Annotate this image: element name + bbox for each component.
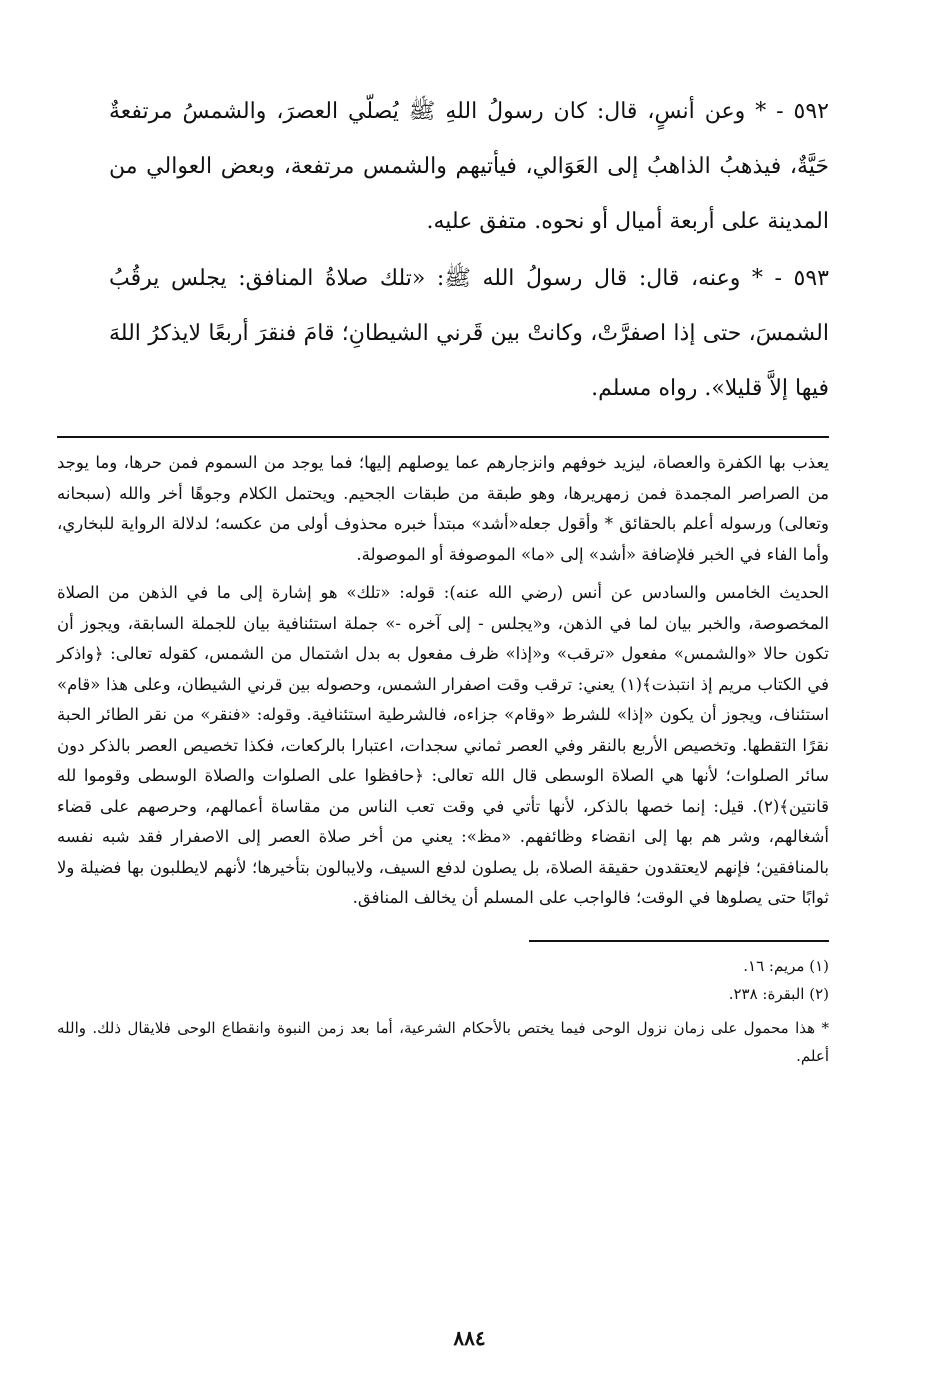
page-number: ٨٨٤ [453,1326,486,1350]
commentary-paragraph-1: يعذب بها الكفرة والعصاة، ليزيد خوفهم وانزجارهم عما يوصلهم إليها؛ فما يوجد من السموم فمن حرها، وما يوجد من الصراصر المجمدة فمن زمهريرها، وهو طبقة من طبقات الجحيم. ويحتمل الكلام وجوهًا أخر والله (سبحانه وتعالى) ورسوله أعلم بالحقائق * وأقول جعله«أشد» مبتدأ خبره محذوف أولى من عكسه؛ لدلالة الرواية للبخاري، وأما الفاء في الخبر فلإضافة «أشد» إلى «ما» الموصوفة أو الموصولة. [57,453,829,564]
hadith-592: ٥٩٢ - * وعن أنسٍ، قال: كان رسولُ اللهِ ﷺ يُصلّي العصرَ، والشمسُ مرتفعةٌ حَيَّةٌ، فيذهبُ الذاهبُ إلى العَوَالي، فيأتيهم والشمس مرتفعة، وبعض العوالي من المدينة على أربعة أميال أو نحوه. متفق عليه. [109,99,829,234]
hadith-593: ٥٩٣ - * وعنه، قال: قال رسولُ الله ﷺ: «تلك صلاةُ المنافق: يجلس يرقُبُ الشمسَ، حتى إذا اصفرَّتْ، وكانتْ بين قَرني الشيطانِ؛ قامَ فنقرَ أربعًا لايذكرُ اللهَ فيها إلاَّ قليلا». رواه مسلم. [109,266,829,401]
footnotes-section [57,952,829,1070]
footnote-1: (١) مريم: ١٦. [743,956,829,975]
commentary-divider [57,436,829,438]
page-body [57,84,830,1070]
footnote-2: (٢) البقرة: ٢٣٨. [728,984,829,1003]
star-note: * هذا محمول على زمان نزول الوحى فيما يختص بالأحكام الشرعية، أما بعد زمن النبوة وانقطاع الوحى فلايقال ذلك. والله أعلم. [57,1018,829,1065]
commentary-paragraph-2: الحديث الخامس والسادس عن أنس (رضي الله عنه): قوله: «تلك» هو إشارة إلى ما في الذهن من الصلاة المخصوصة، والخبر بيان لما في الذهن، و«يجلس - إلى آخره -» جملة استئنافية بيان للجملة السابقة، ويجوز أن تكون حالا «والشمس» مفعول «ترقب» و«إذا» ظرف مفعول به بدل اشتمال من الشمس، كقوله تعالى: ﴿واذكر في الكتاب مريم إذ انتبذت﴾(١) يعني: ترقب وقت اصفرار الشمس، وحصوله بين قرني الشيطان، وعلى هذا «قام» استئناف، ويجوز أن يكون «إذا» للشرط «وقام» جزاءه، فالشرطية استئنافية. وقوله: «فنقر» من نقر الطائر الحبة نقرًا التقطها. وتخصيص الأربع بالنقر وفي العصر ثماني سجدات، اعتبارا بالركعات، فكذا تخصيص العصر بالذكر دون سائر الصلوات؛ لأنها هي الصلاة الوسطى قال الله تعالى: ﴿حافظوا على الصلوات والصلاة الوسطى وقوموا لله قانتين﴾(٢). قيل: إنما خصها بالذكر، لأنها تأتي في وقت تعب الناس من مقاساة أعمالهم، وحرصهم على قضاء أشغالهم، وشر هم بها إلى انقضاء وظائفهم. «مظ»: يعني من أخر صلاة العصر إلى الاصفرار فقد شبه نفسه بالمنافقين؛ فإنهم لايعتقدون حقيقة الصلاة، بل يصلون لدفع السيف، ولايبالون بتأخيرها؛ لأنهم لايطلبون بها فضيلة ولا ثوابًا حتى يصلوها في الوقت؛ فالواجب على المسلم أن يخالف المنافق. [57,583,830,907]
footnote-divider [529,940,829,942]
commentary-section [57,448,829,914]
